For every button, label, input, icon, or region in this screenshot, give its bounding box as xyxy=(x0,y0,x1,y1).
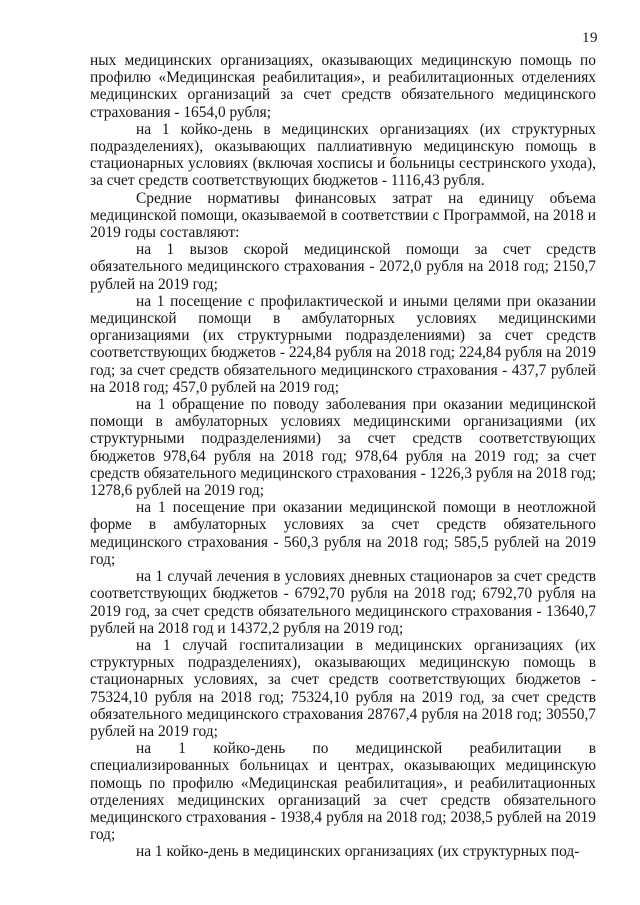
paragraph-rehabilitation-bed-day: на 1 койко-день по медицинской реабилитации в специализированных больницах и центрах, оказывающих медицинскую помощь по профилю «Медицинская реабилитация», и реабилитационных отделениях медицинских организаций за счет средств обязательного медицинского страхования - 1938,4 рубля на 2018 год; 2038,5 рублей на 2019 год; xyxy=(90,740,596,844)
paragraph-cost-standards-intro: Средние нормативы финансовых затрат на единицу объема медицинской помощи, оказываемой в соответствии с Программой, на 2018 и 2019 годы составляют: xyxy=(90,189,596,242)
body-text xyxy=(90,52,596,861)
paragraph-day-hospital-case: на 1 случай лечения в условиях дневных стационаров за счет средств соответствующих бюджетов - 6792,70 рубля на 2018 год; 6792,70 рубля на 2019 год, за счет средств обязательного медицинского страхования - 13640,7 рублей на 2018 год и 14372,2 рубля на 2019 год; xyxy=(90,568,596,637)
paragraph-hospitalization-case: на 1 случай госпитализации в медицинских организациях (их структурных подразделениях), оказывающих медицинскую помощь в стационарных условиях, за счет средств соответствующих бюджетов - 75324,10 рубля на 2018 год; 75324,10 рубля на 2019 год, за счет средств обязательного медицинского страхования 28767,4 рубля на 2018 год; 30550,7 рублей на 2019 год; xyxy=(90,636,596,740)
paragraph-disease-appeal: на 1 обращение по поводу заболевания при оказании медицинской помощи в амбулаторных условиях медицинскими организациями (их структурными подразделениями) за счет средств соответствующих бюджетов 978,64 рубля на 2018 год; 978,64 рубля на 2019 год; за счет средств обязательного медицинского страхования - 1226,3 рубля на 2018 год; 1278,6 рублей на 2019 год; xyxy=(90,396,596,500)
paragraph-emergency-visit: на 1 посещение при оказании медицинской помощи в неотложной форме в амбулаторных условиях за счет средств обязательного медицинского страхования - 560,3 рубля на 2018 год; 585,5 рублей на 2019 год; xyxy=(90,499,596,568)
paragraph-bed-day-truncated: на 1 койко-день в медицинских организациях (их структурных под- xyxy=(136,843,580,861)
paragraph-ambulance-call: на 1 вызов скорой медицинской помощи за счет средств обязательного медицинского страхования - 2072,0 рубля на 2018 год; 2150,7 рублей на 2019 год; xyxy=(90,241,596,293)
page-number: 19 xyxy=(582,30,598,46)
paragraph-preventive-visit: на 1 посещение с профилактической и иными целями при оказании медицинской помощи в амбулаторных условиях медицинскими организациями (их структурными подразделениями) за счет средств соответствующих бюджетов - 224,84 рубля на 2018 год; 224,84 рубля на 2019 год; за счет средств обязательного медицинского страхования - 437,7 рублей на 2018 год; 457,0 рублей на 2019 год; xyxy=(90,292,596,396)
paragraph-palliative-bed-day: на 1 койко-день в медицинских организациях (их структурных подразделениях), оказывающих паллиативную медицинскую помощь в стационарных условиях (включая хосписы и больницы сестринского ухода), за счет средств соответствующих бюджетов - 1116,43 рубля. xyxy=(90,120,596,190)
paragraph-continuation: ных медицинских организациях, оказывающих медицинскую помощь по профилю «Медицинская реабилитация», и реабилитационных отделениях медицинских организаций за счет средств обязательного медицинского страхования - 1654,0 рубля; xyxy=(90,52,596,121)
